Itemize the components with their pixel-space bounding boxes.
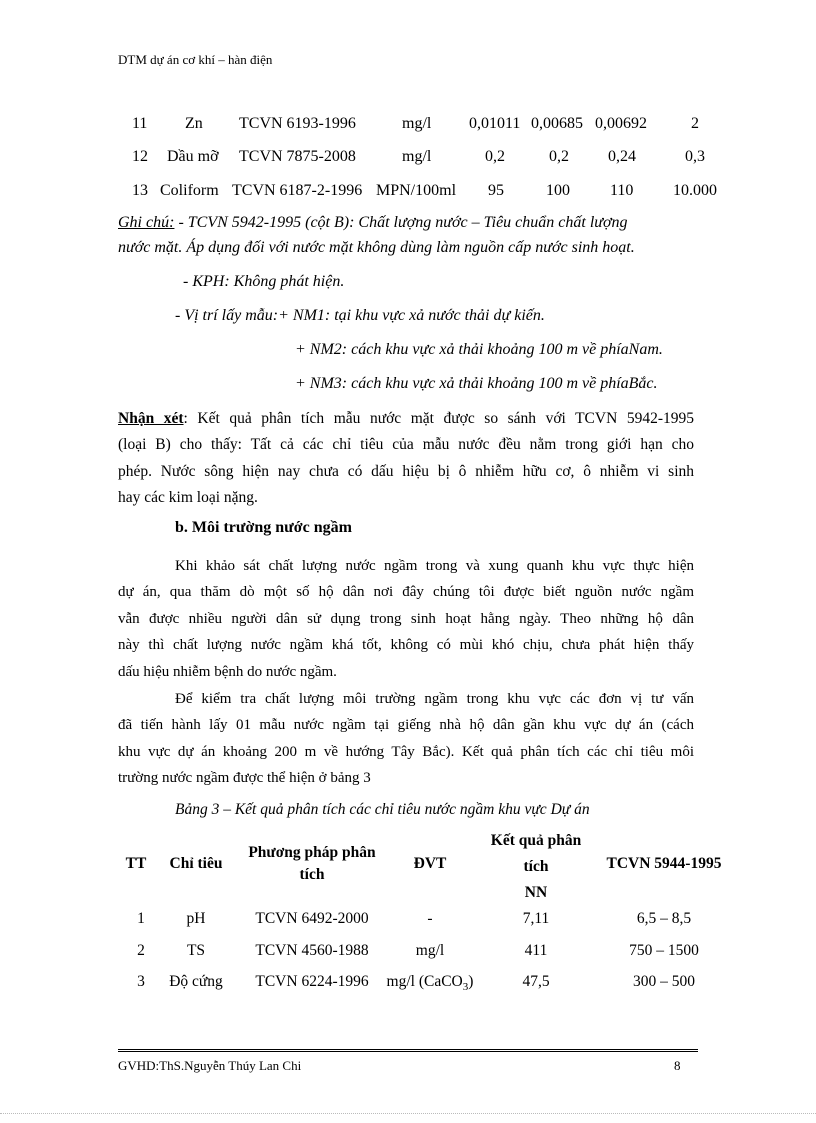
remark-line-3: phép. Nước sông hiện nay chưa có dấu hiệu bị ô nhiễm hữu cơ, ô nhiễm vi sinh (118, 462, 694, 480)
remark-line-4: hay các kim loại nặng. (118, 489, 258, 507)
para1-line-5: dấu hiệu nhiễm bệnh do nước ngầm. (118, 663, 337, 680)
remark-line-1-text: : Kết quả phân tích mẫu nước mặt được so sánh với TCVN 5942-1995 (183, 410, 694, 427)
header-method-line-2: tích (299, 866, 325, 883)
unit-end: ) (468, 973, 474, 990)
page-number: 8 (674, 1058, 681, 1073)
row-unit: mg/l (415, 942, 445, 959)
note-line-1-text: - TCVN 5942-1995 (cột B): Chất lượng nước – Tiêu chuẩn chất lượng (174, 214, 628, 231)
row-standard: 300 – 500 (633, 973, 695, 990)
row-name: TS (186, 942, 206, 959)
header-method-line-1: Phương pháp phân (248, 844, 376, 861)
table3-caption: Bảng 3 – Kết quả phân tích các chỉ tiêu nước ngầm khu vực Dự án (175, 801, 590, 818)
remark-line-1 (118, 406, 694, 432)
para2-line-1: Để kiểm tra chất lượng môi trường ngầm trong khu vực các đơn vị tư vấn (175, 691, 694, 707)
header-result-line-3: NN (524, 884, 548, 901)
header-result-line-1: Kết quả phân (490, 832, 582, 849)
page-edge (0, 1113, 816, 1114)
row-result: 7,11 (522, 910, 550, 927)
row-tt: 2 (137, 942, 145, 959)
note-kph: - KPH: Không phát hiện. (183, 273, 345, 290)
row-nm3: 110 (610, 182, 634, 199)
note-line-2: nước mặt. Áp dụng đối với nước mặt không dùng làm nguồn cấp nước sinh hoạt. (118, 239, 635, 256)
remark-line-2: (loại B) cho thấy: Tất cả các chỉ tiêu của mẫu nước đều nằm trong giới hạn cho (118, 436, 694, 454)
row-nm2: 0,00685 (531, 115, 583, 132)
groundwater-paragraph-1 (118, 553, 694, 685)
para2-line-2: đã tiến hành lấy 01 mẫu nước ngầm tại giếng nhà hộ dân gần khu vực dự án (cách (118, 717, 694, 734)
footer-supervisor: GVHD:ThS.Nguyễn Thúy Lan Chi (118, 1058, 302, 1073)
row-method: TCVN 6492-2000 (255, 910, 369, 927)
header-name: Chỉ tiêu (169, 855, 223, 872)
note-nm2: + NM2: cách khu vực xả thải khoảng 100 m về phíaNam. (295, 341, 663, 358)
row-name: Coliform (160, 182, 219, 199)
row-unit: mg/l (402, 148, 432, 165)
remark-label: Nhận xét (118, 410, 184, 427)
page-header: DTM dự án cơ khí – hàn điện (118, 52, 273, 67)
row-name: Zn (185, 115, 203, 132)
row-unit: mg/l (402, 115, 432, 132)
row-name: Dầu mỡ (167, 148, 219, 165)
para1-line-2: dự án, qua thăm dò một số hộ dân nơi đây chúng tôi được biết nguồn nước ngầm (118, 584, 694, 601)
row-method: TCVN 6187-2-1996 (232, 182, 363, 199)
row-nm1: 95 (488, 182, 504, 199)
row-standard: 750 – 1500 (629, 942, 699, 959)
note-label: Ghi chú: (118, 214, 175, 231)
row-nm3: 0,24 (608, 148, 636, 165)
remark-paragraph (118, 406, 694, 512)
unit-main: mg/l (CaCO (386, 973, 463, 990)
note-sampling-location: - Vị trí lấy mẫu:+ NM1: tại khu vực xả nước thải dự kiến. (175, 307, 545, 324)
para1-line-4: này thì chất lượng nước ngầm khá tốt, không có mùi khó chịu, chưa phát hiện thấy (118, 637, 694, 654)
row-method: TCVN 7875-2008 (239, 148, 356, 165)
header-result (466, 830, 606, 904)
row-std: 0,3 (685, 148, 705, 165)
header-unit: ĐVT (413, 855, 447, 872)
header-result-line-2: tích (523, 858, 549, 875)
row-name: Độ cứng (169, 973, 223, 990)
para1-line-1: Khi khảo sát chất lượng nước ngầm trong và xung quanh khu vực thực hiện (175, 558, 694, 574)
row-tt: 1 (137, 910, 145, 927)
row-nm1: 0,01011 (469, 115, 521, 132)
groundwater-paragraph-2 (118, 686, 694, 792)
footer-rule-double (118, 1051, 698, 1052)
row-unit: MPN/100ml (376, 182, 457, 199)
para2-line-4: trường nước ngầm được thể hiện ở bảng 3 (118, 770, 371, 787)
row-nm3: 0,00692 (595, 115, 647, 132)
row-nm1: 0,2 (485, 148, 505, 165)
header-tt: TT (125, 855, 147, 872)
unit-subscript: 3 (462, 981, 469, 994)
row-stt: 13 (132, 182, 148, 199)
row-unit: - (427, 910, 433, 927)
row-unit (380, 973, 480, 993)
row-stt: 11 (132, 115, 148, 132)
row-nm2: 0,2 (549, 148, 569, 165)
para1-line-3: vẫn được nhiều người dân sử dụng trong sinh hoạt hằng ngày. Theo những hộ dân (118, 610, 694, 627)
row-nm2: 100 (546, 182, 570, 199)
note-nm3: + NM3: cách khu vực xả thải khoảng 100 m về phíaBắc. (295, 375, 658, 392)
section-heading: b. Môi trường nước ngầm (175, 519, 352, 536)
row-result: 47,5 (522, 973, 550, 990)
header-standard: TCVN 5944-1995 (606, 855, 722, 872)
row-standard: 6,5 – 8,5 (636, 910, 692, 927)
row-method: TCVN 6224-1996 (255, 973, 369, 990)
header-method (232, 842, 392, 886)
row-result: 411 (524, 942, 548, 959)
footer-rule (118, 1049, 698, 1050)
para2-line-3: khu vực dự án khoảng 200 m về hướng Tây Bắc). Kết quả phân tích các chỉ tiêu môi (118, 743, 694, 760)
note-line-1 (118, 214, 628, 232)
row-name: pH (186, 910, 206, 927)
row-std: 2 (691, 115, 699, 132)
row-stt: 12 (132, 148, 148, 165)
row-std: 10.000 (673, 182, 717, 199)
row-tt: 3 (137, 973, 145, 990)
row-method: TCVN 6193-1996 (239, 115, 356, 132)
row-method: TCVN 4560-1988 (255, 942, 369, 959)
